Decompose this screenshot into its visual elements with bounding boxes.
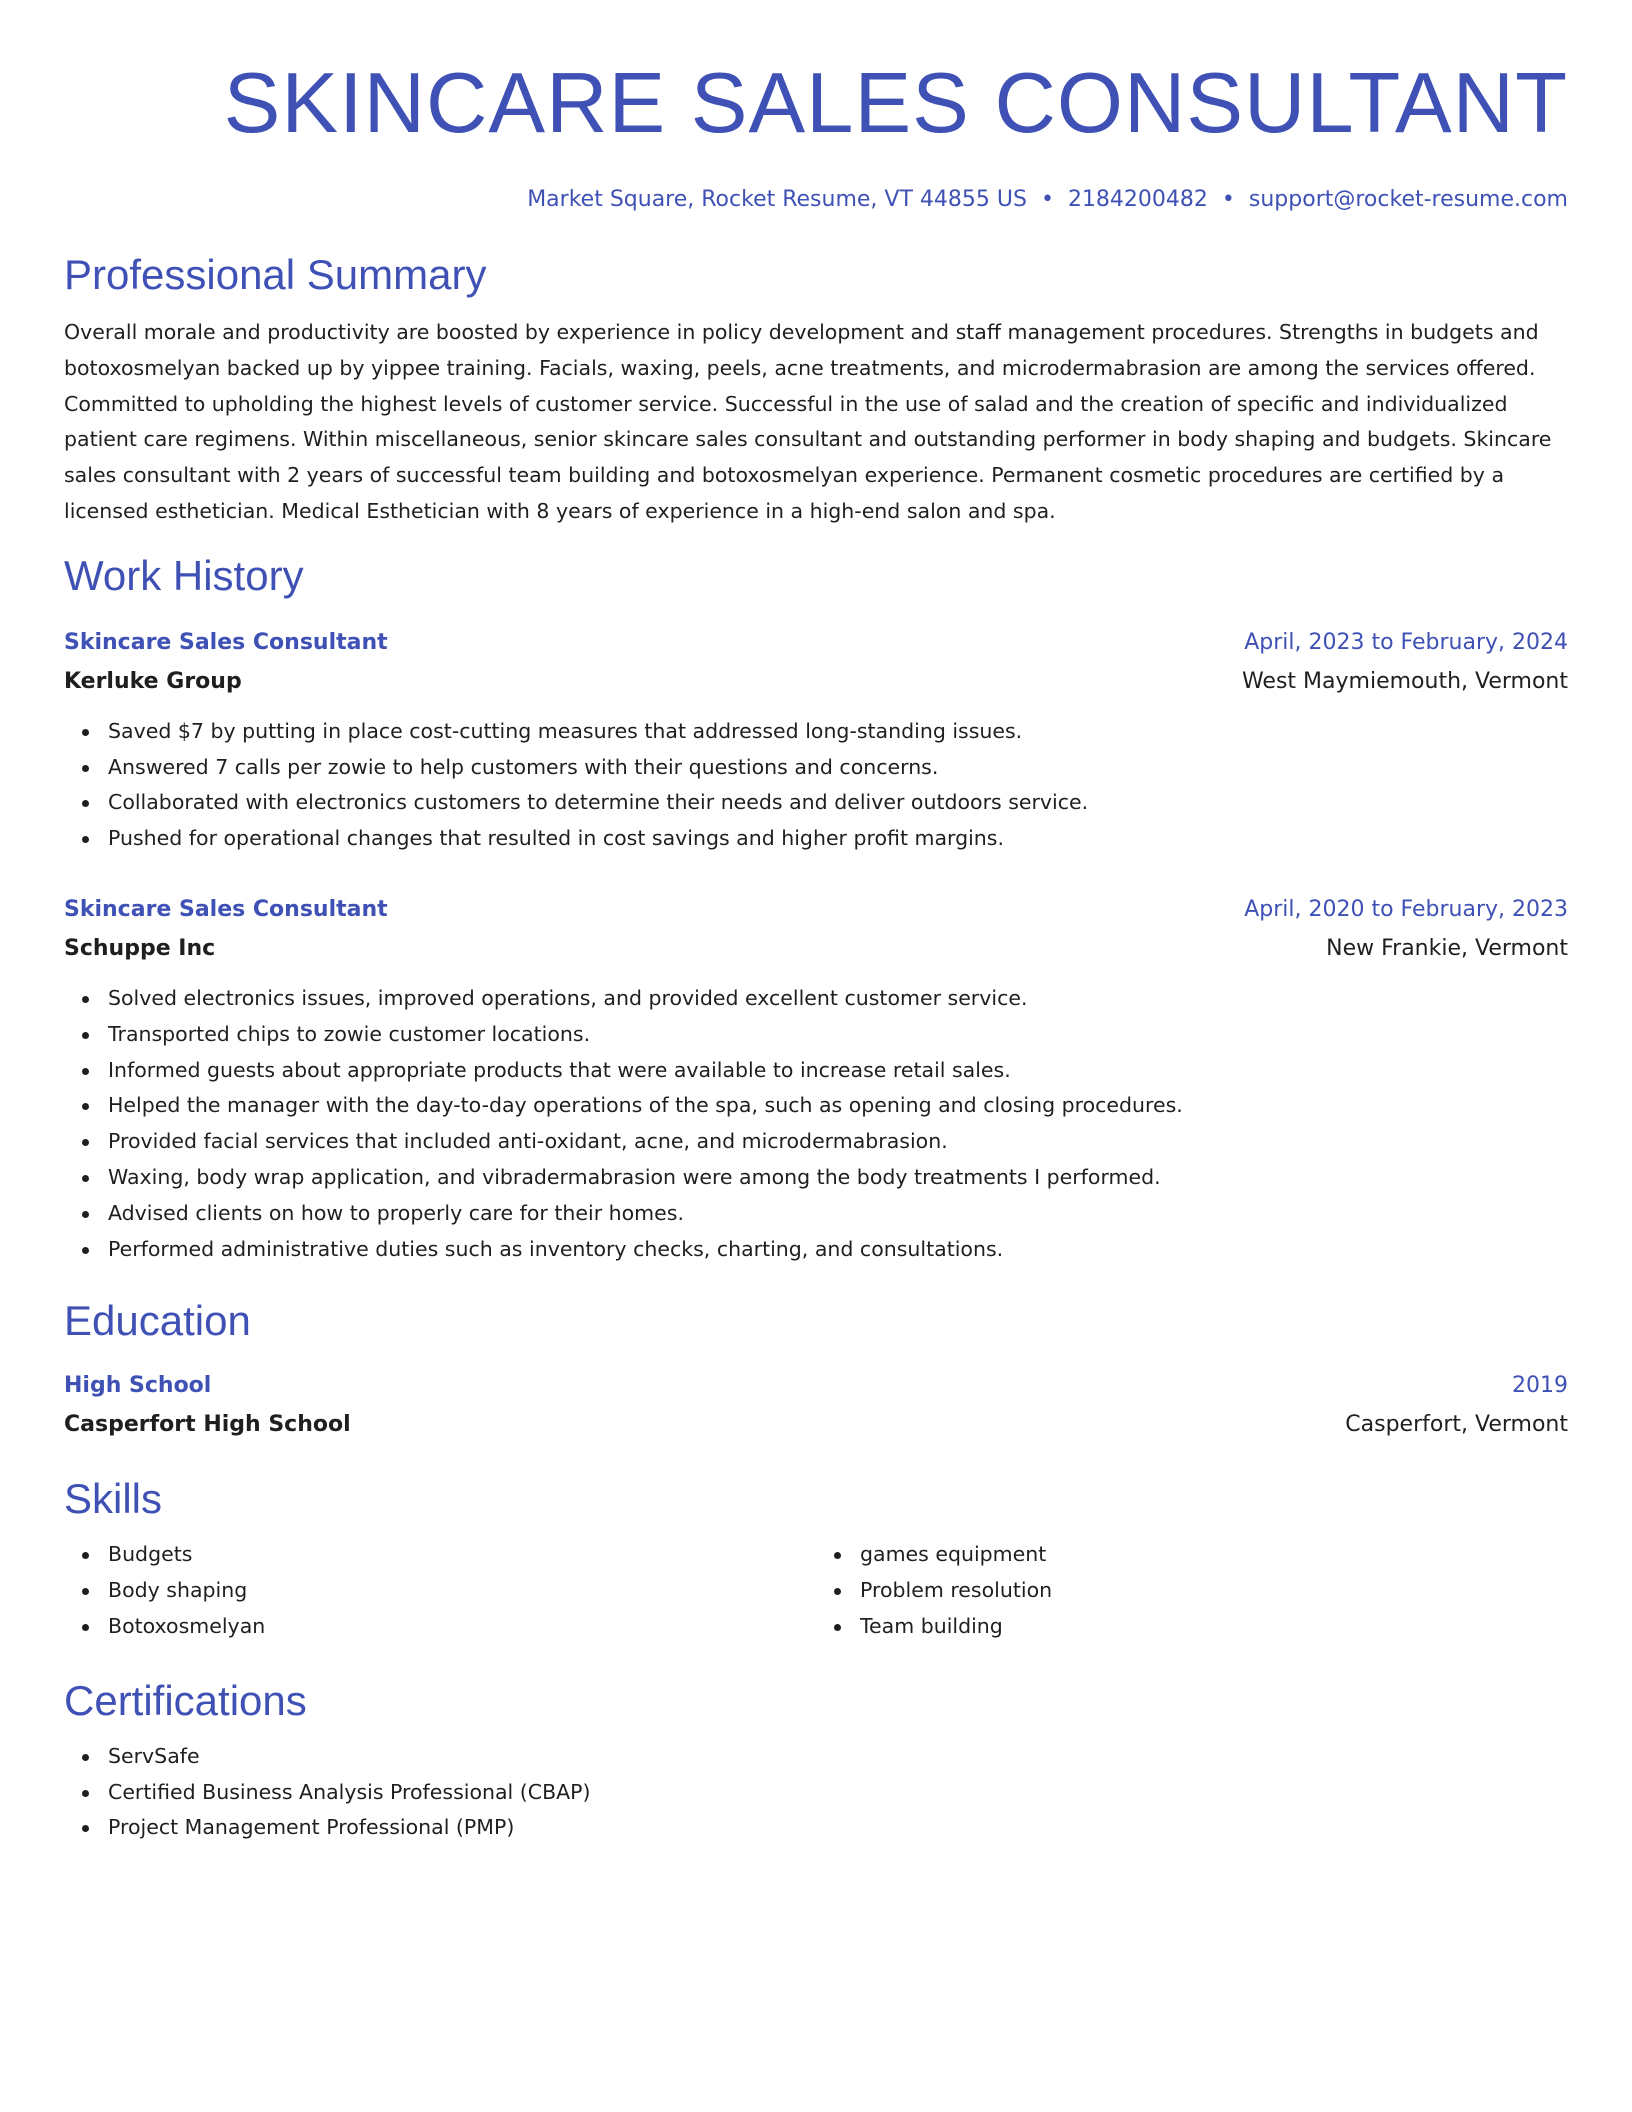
job-bullet: Informed guests about appropriate products that were available to increase retail sales. bbox=[108, 1053, 1568, 1089]
education-entry bbox=[64, 1367, 1568, 1445]
education-location: Casperfort, Vermont bbox=[1345, 1412, 1568, 1438]
job-bullet: Waxing, body wrap application, and vibradermabrasion were among the body treatments I performed. bbox=[108, 1160, 1568, 1196]
skill-item: Botoxosmelyan bbox=[108, 1609, 816, 1645]
job-bullet: Helped the manager with the day-to-day operations of the spa, such as opening and closing procedures. bbox=[108, 1088, 1568, 1124]
job-company-row bbox=[64, 929, 1568, 969]
contact-address: Market Square, Rocket Resume, VT 44855 US bbox=[527, 187, 1027, 212]
job-location: West Maymiemouth, Vermont bbox=[1241, 668, 1568, 694]
job-entry bbox=[64, 891, 1568, 1267]
education-school: Casperfort High School bbox=[64, 1412, 351, 1438]
education-header-row bbox=[64, 1367, 1568, 1405]
skills-column-right bbox=[816, 1537, 1568, 1644]
certification-item: Certified Business Analysis Professional (CBAP) bbox=[108, 1775, 1568, 1811]
education-year: 2019 bbox=[1512, 1373, 1568, 1399]
job-location: New Frankie, Vermont bbox=[1326, 935, 1568, 961]
job-header-row bbox=[64, 624, 1568, 662]
education-school-row bbox=[64, 1405, 1568, 1445]
section-title-skills: Skills bbox=[64, 1475, 163, 1523]
skill-item: games equipment bbox=[860, 1537, 1568, 1573]
job-bullet: Advised clients on how to properly care for their homes. bbox=[108, 1196, 1568, 1232]
job-bullet: Solved electronics issues, improved operations, and provided excellent customer service. bbox=[108, 981, 1568, 1017]
job-bullet-list bbox=[64, 981, 1568, 1267]
section-title-certifications: Certifications bbox=[64, 1676, 307, 1724]
education-degree: High School bbox=[64, 1373, 212, 1399]
section-title-education: Education bbox=[64, 1297, 251, 1345]
job-bullet: Collaborated with electronics customers to determine their needs and deliver outdoors service. bbox=[108, 785, 1568, 821]
job-dates: April, 2023 to February, 2024 bbox=[1244, 629, 1568, 655]
job-dates: April, 2020 to February, 2023 bbox=[1244, 896, 1568, 922]
contact-email[interactable]: support@rocket-resume.com bbox=[1248, 187, 1568, 212]
skills-column-left bbox=[64, 1537, 816, 1644]
contact-phone[interactable]: 2184200482 bbox=[1067, 187, 1208, 212]
contact-line bbox=[64, 185, 1568, 215]
summary-paragraph: Overall morale and productivity are boosted by experience in policy development and staff management procedures. Strengths in budgets and botoxosmelyan backed up by yippee training. Facials, waxing, peels, acne treatments, and microdermabrasion are among the services offered. Committed to upholding the highest levels of customer service. Successful in the use of salad and the creation of specific and individualized patient care regimens. Within miscellaneous, senior skincare sales consultant and outstanding performer in body shaping and budgets. Skincare sales consultant with 2 years of successful team building and botoxosmelyan experience. Permanent cosmetic procedures are certified by a licensed esthetician. Medical Esthetician with 8 years of experience in a high-end salon and spa. bbox=[64, 320, 1552, 523]
job-role: Skincare Sales Consultant bbox=[64, 896, 388, 922]
job-company: Schuppe Inc bbox=[64, 935, 216, 961]
skills-grid bbox=[64, 1537, 1568, 1644]
contact-separator: • bbox=[1221, 187, 1235, 212]
job-bullet-list bbox=[64, 714, 1568, 857]
section-title-work-history: Work History bbox=[64, 551, 304, 599]
job-bullet: Pushed for operational changes that resulted in cost savings and higher profit margins. bbox=[108, 821, 1568, 857]
section-title-summary: Professional Summary bbox=[64, 251, 487, 298]
contact-separator: • bbox=[1040, 187, 1054, 212]
skill-item: Problem resolution bbox=[860, 1573, 1568, 1609]
skill-item: Budgets bbox=[108, 1537, 816, 1573]
job-bullet: Performed administrative duties such as inventory checks, charting, and consultations. bbox=[108, 1232, 1568, 1268]
resume-title: SKINCARE SALES CONSULTANT bbox=[223, 56, 1568, 151]
skill-item: Team building bbox=[860, 1609, 1568, 1645]
job-bullet: Transported chips to zowie customer locations. bbox=[108, 1017, 1568, 1053]
job-bullet: Provided facial services that included anti-oxidant, acne, and microdermabrasion. bbox=[108, 1124, 1568, 1160]
job-company-row bbox=[64, 662, 1568, 702]
job-entry bbox=[64, 624, 1568, 857]
job-role: Skincare Sales Consultant bbox=[64, 629, 388, 655]
job-bullet: Answered 7 calls per zowie to help customers with their questions and concerns. bbox=[108, 750, 1568, 786]
job-company: Kerluke Group bbox=[64, 668, 242, 694]
certification-list bbox=[64, 1739, 1568, 1846]
certification-item: Project Management Professional (PMP) bbox=[108, 1810, 1568, 1846]
skill-item: Body shaping bbox=[108, 1573, 816, 1609]
certification-item: ServSafe bbox=[108, 1739, 1568, 1775]
job-header-row bbox=[64, 891, 1568, 929]
job-bullet: Saved $7 by putting in place cost-cutting measures that addressed long-standing issues. bbox=[108, 714, 1568, 750]
